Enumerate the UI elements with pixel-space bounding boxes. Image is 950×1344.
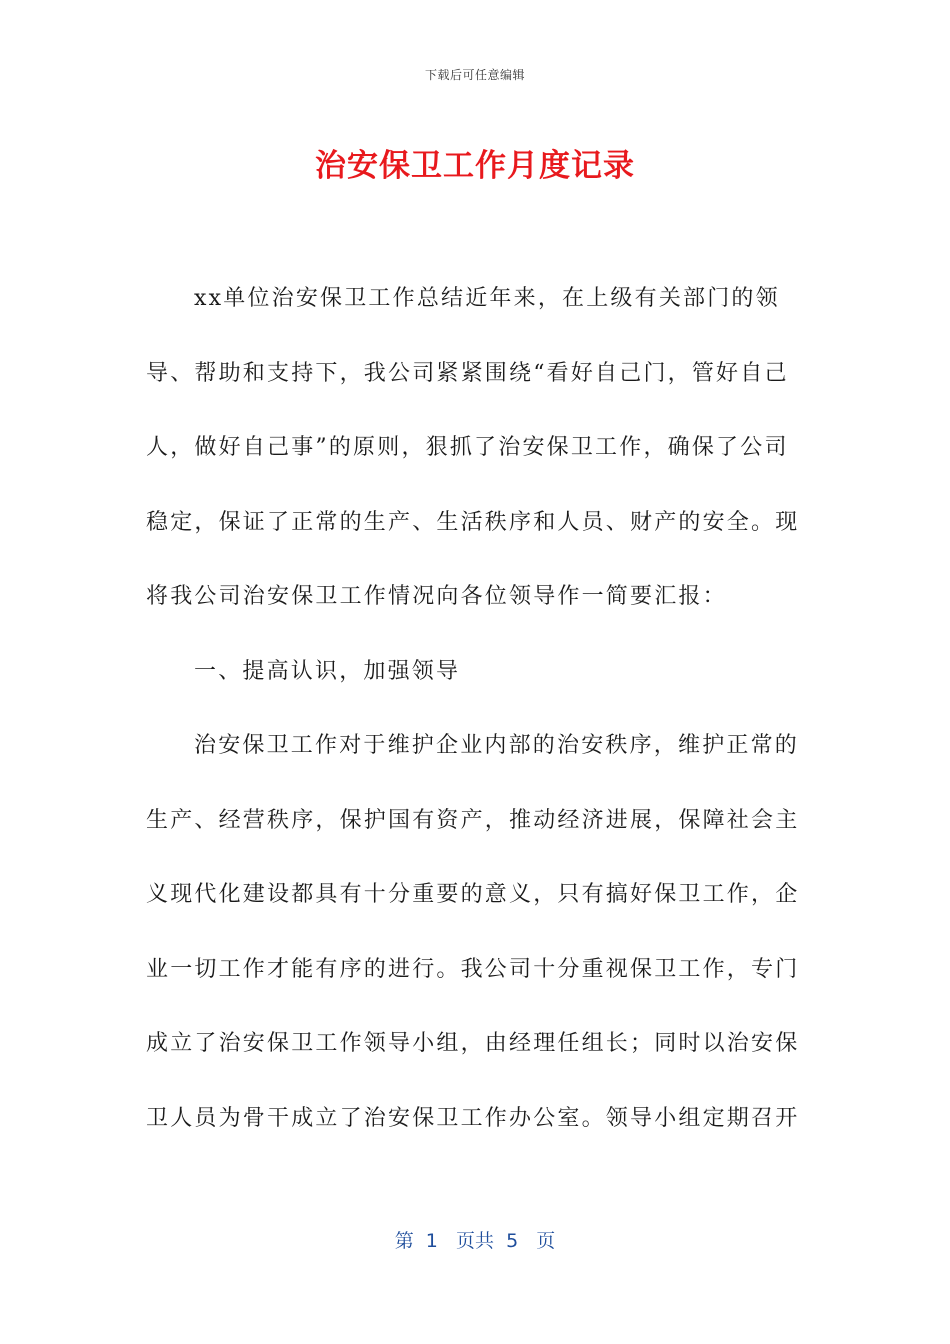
section-heading: 一、提高认识，加强领导	[194, 658, 461, 684]
section-paragraph: 治安保卫工作对于维护企业内部的治安秩序，维护正常的生产、经营秩序，保护国有资产，推动经济进展，保障社会主义现代化建设都具有十分重要的意义，只有搞好保卫工作，企业一切工作才能有序的进行。我公司十分重视保卫工作，专门成立了治安保卫工作领导小组，由经理任组长；同时以治安保卫人员为骨干成立了治安保卫工作办公室。领导小组定期召开	[146, 733, 800, 1131]
page-number-footer: 第 1 页共 5 页	[394, 1230, 556, 1252]
intro-paragraph: xx单位治安保卫工作总结近年来，在上级有关部门的领导、帮助和支持下，我公司紧紧围绕“看好自己门，管好自己人，做好自己事”的原则，狠抓了治安保卫工作，确保了公司稳定，保证了正常的生产、生活秩序和人员、财产的安全。现将我公司治安保卫工作情况向各位领导作一简要汇报：	[146, 286, 800, 609]
document-title: 治安保卫工作月度记录	[315, 148, 635, 184]
document-body	[146, 262, 806, 1156]
header-note: 下载后可任意编辑	[424, 68, 525, 82]
